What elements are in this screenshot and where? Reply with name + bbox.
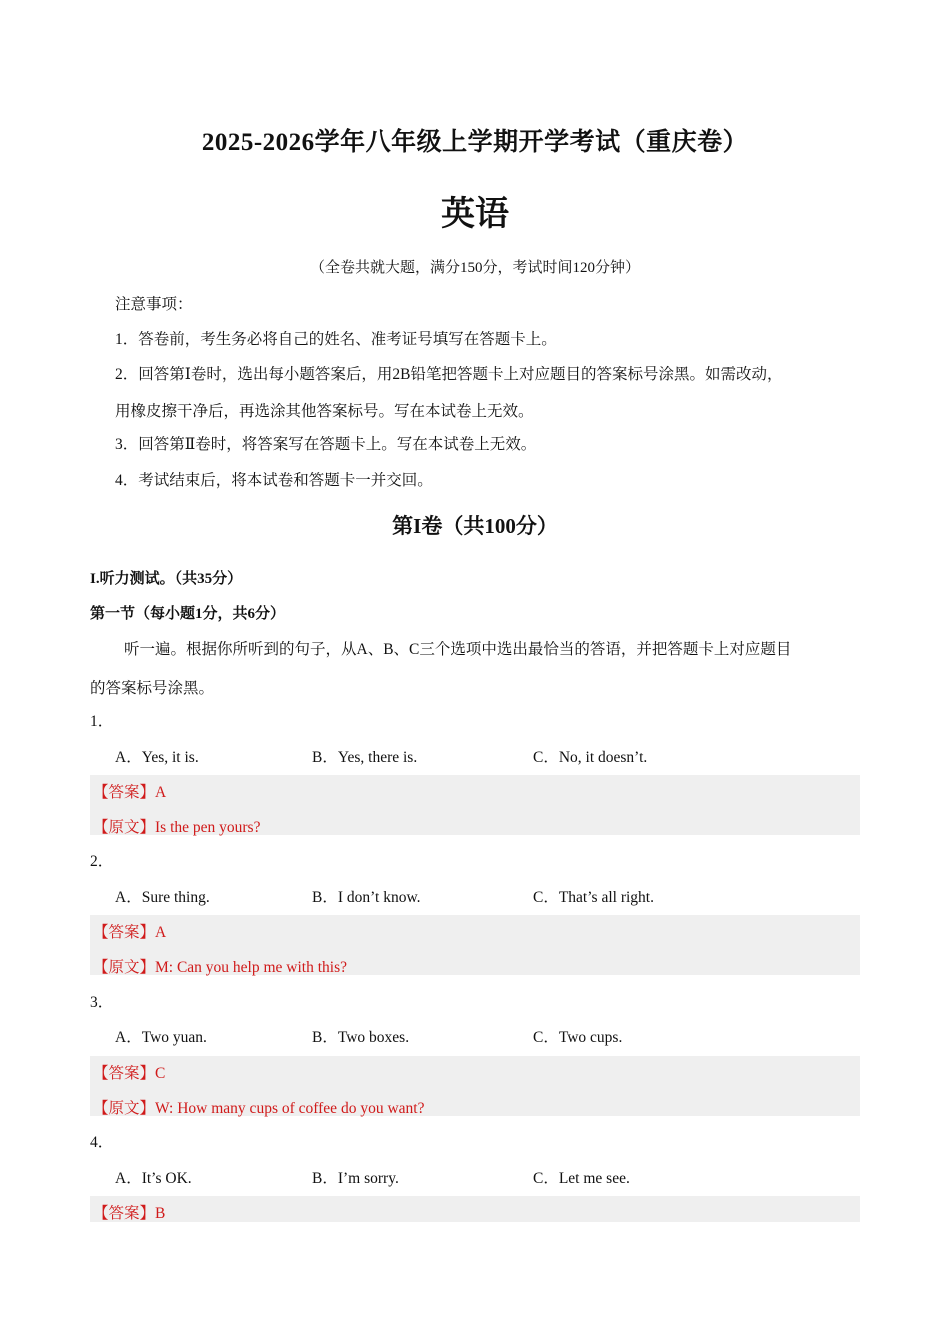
notice-item: 用橡皮擦干净后，再选涂其他答案标号。写在本试卷上无效。 — [115, 403, 534, 420]
transcript-text: 【原文】M: Can you help me with this? — [93, 959, 348, 976]
answer-text: 【答案】A — [93, 924, 167, 941]
notice-heading: 注意事项： — [115, 296, 193, 313]
subsection-heading: 第一节（每小题1分，共6分） — [90, 606, 286, 622]
part-title: 第I卷（共100分） — [392, 514, 558, 538]
option-b: B．Two boxes. — [312, 1029, 410, 1046]
notice-item: 4．考试结束后，将本试卷和答题卡一并交回。 — [115, 472, 433, 489]
answer-text: 【答案】B — [93, 1205, 166, 1222]
answer-text: 【答案】A — [93, 784, 167, 801]
question-number: 1． — [90, 713, 114, 730]
transcript-text: 【原文】Is the pen yours? — [93, 819, 261, 836]
option-c: C．Two cups. — [533, 1029, 623, 1046]
option-c: C．No, it doesn’t. — [533, 749, 648, 766]
section-heading: I.听力测试。（共35分） — [90, 571, 243, 587]
exam-info: （全卷共就大题，满分150分，考试时间120分钟） — [309, 260, 640, 276]
answer-box — [90, 1056, 860, 1116]
option-c: C．Let me see. — [533, 1170, 630, 1187]
answer-box — [90, 775, 860, 835]
exam-title: 2025-2026学年八年级上学期开学考试（重庆卷） — [201, 129, 749, 156]
instructions-line: 的答案标号涂黑。 — [90, 680, 215, 697]
option-b: B．I’m sorry. — [312, 1170, 399, 1187]
answer-box — [90, 915, 860, 975]
notice-item: 2．回答第Ⅰ卷时，选出每小题答案后，用2B铅笔把答题卡上对应题目的答案标号涂黑。如需改动， — [115, 366, 783, 383]
notice-item: 3．回答第Ⅱ卷时，将答案写在答题卡上。写在本试卷上无效。 — [115, 436, 537, 453]
answer-box — [90, 1196, 860, 1222]
option-c: C．That’s all right. — [533, 889, 654, 906]
option-a: A．Yes, it is. — [115, 749, 199, 766]
option-a: A．It’s OK. — [115, 1170, 192, 1187]
option-b: B．Yes, there is. — [312, 749, 418, 766]
instructions-line: 听一遍。根据你所听到的句子，从A、B、C三个选项中选出最恰当的答语，并把答题卡上对应题目 — [124, 641, 792, 658]
answer-text: 【答案】C — [93, 1065, 166, 1082]
transcript-text: 【原文】W: How many cups of coffee do you want? — [93, 1100, 425, 1117]
question-number: 4． — [90, 1134, 114, 1151]
option-a: A．Two yuan. — [115, 1029, 207, 1046]
question-number: 2． — [90, 853, 114, 870]
option-b: B．I don’t know. — [312, 889, 421, 906]
subject-title: 英语 — [441, 194, 509, 234]
question-number: 3． — [90, 994, 114, 1011]
notice-item: 1．答卷前，考生务必将自己的姓名、准考证号填写在答题卡上。 — [115, 331, 557, 348]
option-a: A．Sure thing. — [115, 889, 210, 906]
